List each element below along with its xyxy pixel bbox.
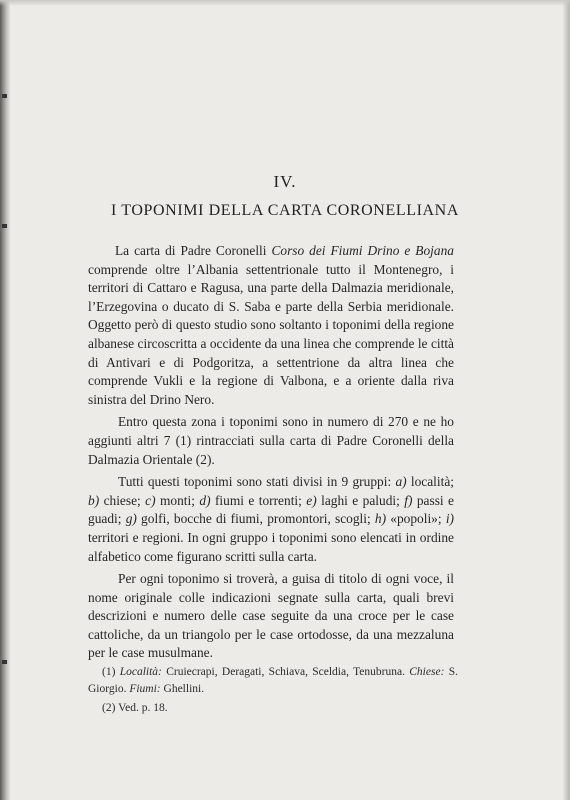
text-run: comprende oltre l’Albania settentrionale tutto il Montenegro, i territori di Cattaro e Ragusa, una parte della Dalmazia meridionale, l’Erzegovina o ducato di S. Saba e parte della Serbia meridionale. Oggetto però di questo studio sono soltanto i toponimi della regione albanese circoscritta a occidente da una linea che comprende le città di Antivari e di Podgoritza, a settentrione da altra linea che comprende Vukli e la regione di Valbona, e a oriente dalla riva sinistra del Drino Nero. (88, 261, 454, 407)
paragraph (88, 570, 454, 663)
footnote (88, 700, 458, 717)
text-run: territori e regioni. In ogni gruppo i toponimi sono elencati in ordine alfabetico come figurano scritti sulla carta. (88, 529, 454, 564)
italic-text: g) (125, 511, 137, 527)
footnote (88, 664, 458, 698)
text-run: monti; (155, 492, 200, 508)
italic-text: f) (404, 492, 413, 508)
text-run: fiumi e torrenti; (210, 492, 307, 508)
page-top-shadow (0, 0, 570, 6)
text-run: Entro questa zona i toponimi sono in numero di 270 e ne ho aggiunti altri 7 (1) rintracciati sulla carta di Padre Coronelli della Dalmazia Orientale (2). (88, 414, 454, 467)
text-run: laghi e paludi; (316, 492, 405, 508)
text-run: golfi, bocche di fiumi, promontori, scogli; (136, 511, 375, 527)
italic-text: e) (306, 492, 317, 508)
text-run: passi e guadi; (88, 492, 455, 527)
paragraph (88, 473, 454, 566)
italic-text: Fiumi: (129, 683, 161, 695)
italic-text: Chiese: (409, 666, 445, 678)
text-run: S. Giorgio. (88, 666, 458, 695)
text-run: Ghellini. (160, 683, 205, 695)
binding-mark (2, 224, 7, 228)
text-run: chiese; (99, 492, 146, 508)
italic-text: d) (199, 492, 211, 508)
footnotes (88, 664, 458, 717)
paragraph (88, 242, 454, 409)
page-right-edge (563, 0, 570, 800)
italic-text: h) (374, 511, 387, 527)
italic-text: i) (445, 511, 454, 527)
text-run: località; (406, 474, 454, 490)
body-text (88, 242, 454, 667)
text-run: Per ogni toponimo si troverà, a guisa di titolo di ogni voce, il nome originale colle indicazioni segnate sulla carta, quali brevi descrizioni e numero delle case seguite da una croce per le case cattoliche, da un triangolo per le case ortodosse, da una mezzaluna per le case musulmane. (88, 571, 454, 661)
paragraph (88, 413, 454, 469)
page-gutter-shadow (0, 0, 10, 800)
italic-text: c) (145, 492, 156, 508)
text-run: Cruiecrapi, Deragati, Schiava, Sceldia, Tenubruna. (161, 666, 410, 678)
binding-mark (2, 94, 7, 98)
text-run: «popoli»; (386, 511, 446, 527)
text-run: La carta di Padre Coronelli (115, 243, 272, 258)
italic-text: Corso dei Fiumi Drino e Bojana (271, 243, 454, 258)
chapter-title: I TOPONIMI DELLA CARTA CORONELLIANA (111, 202, 459, 219)
text-run: Tutti questi toponimi sono stati divisi in 9 gruppi: (118, 474, 396, 490)
binding-mark (2, 660, 7, 664)
italic-text: a) (395, 474, 407, 490)
italic-text: Località: (119, 666, 162, 678)
text-run: (2) Ved. p. 18. (102, 702, 168, 714)
text-run: (1) (102, 666, 120, 678)
italic-text: b) (88, 492, 100, 508)
chapter-number: IV. (273, 172, 297, 191)
